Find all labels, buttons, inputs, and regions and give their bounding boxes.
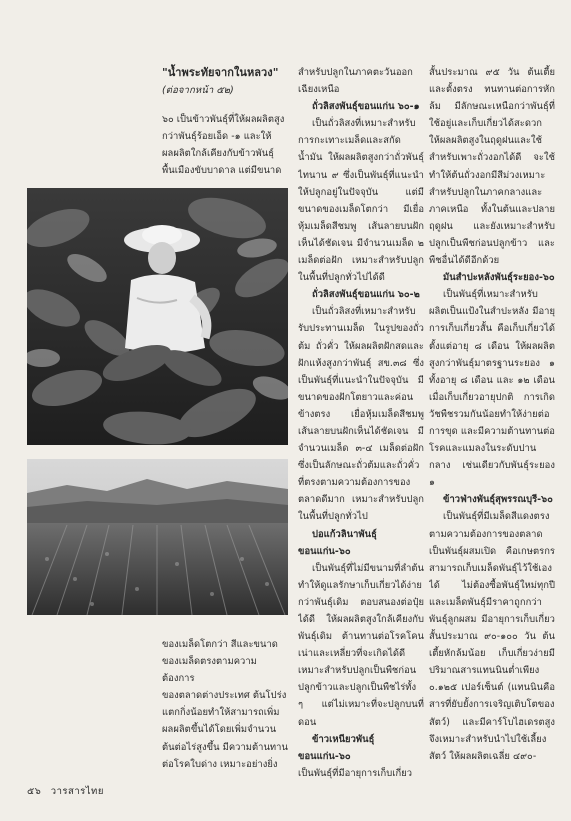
- column-1: [162, 64, 290, 179]
- page-number: ๕๖: [27, 786, 42, 797]
- section-heading-cassava-rayong60: มันสำปะหลังพันธุ์ระยอง-๖๐: [443, 272, 555, 284]
- text-line: แตกกิ่งน้อยทำให้สามารถเพิ่ม: [162, 707, 280, 719]
- photo-tobacco-field: [27, 188, 288, 445]
- continued-from-ref: (ต่อจากหน้า ๕๒): [162, 85, 234, 96]
- text-line: ผลผลิตใกล้เคียงกับข้าวพันธุ์: [162, 148, 274, 160]
- text-line: ต้นต่อไร่สูงขึ้น มีความต้านทาน: [162, 741, 288, 753]
- paragraph: เป็นพันธุ์ที่เหมาะสำหรับผลิตเป็นแป้งในสำปะหลัง มีอายุการเก็บเกี่ยวสั้น คือเก็บเกี่ยวได้ตั้งแต่อายุ ๘ เดือน ให้ผลผลิตสูงกว่าพันธุ์มาตรฐานระยอง ๑ ทั้งอายุ ๘ เดือน และ ๑๒ เดือน เมื่อเก็บเกี่ยวอายุปกติ การเกิดวัชพืชรวมกันน้อยทำให้ง่ายต่อการขุด และมีความต้านทานต่อโรคและแมลงในระดับปานกลาง เช่นเดียวกับพันธุ์ระยอง ๑: [429, 289, 555, 489]
- section-heading-peanut-kk60-2: ถั่วลิสงพันธุ์ขอนแก่น ๖๐-๒: [312, 289, 420, 301]
- page-footer: [27, 784, 104, 799]
- column-1-bottom: [162, 636, 288, 773]
- text-line: ผลผลิตขึ้นได้โดยเพิ่มจำนวน: [162, 724, 277, 736]
- paragraph: สั้นประมาณ ๙๕ วัน ต้นเตี้ยและตั้งตรง ทนทานต่อการหักล้ม มีลักษณะเหนือกว่าพันธุ์ที่ใช้อยู่และเก็บเกี่ยวได้สะดวก ให้ผลผลิตสูงในฤดูฝนและใช้สำหรับเพาะถั่วงอกได้ดี จะใช้ทำให้ต้นถั่วงอกมีสีม่วงเหมาะสำหรับปลูกในภาคกลางและภาคเหนือ ทั้งในต้นและปลายฤดูฝน และยังเหมาะสำหรับปลูกเป็นพืชก่อนปลูกข้าว และพืชอื่นได้ดีอีกด้วย: [429, 67, 555, 267]
- column-1-top-text: [162, 111, 290, 179]
- article-title: "น้ำพระทัยจากในหลวง": [162, 66, 279, 79]
- paragraph: เป็นถั่วลิสงที่เหมาะสำหรับการกะเทาะเมล็ดและสกัดน้ำมัน ให้ผลผลิตสูงกว่าถั่วพันธุ์ไทนาน ๙ ซึ่งเป็นพันธุ์ที่แนะนำให้ปลูกอยู่ในปัจจุบัน แต่มีขนาดของเมล็ดโตกว่า มีเยื่อหุ้มเมล็ดสีชมพู เส้นลายบนฝักเห็นได้ชัดเจน มีจำนวนเมล็ด ๒ เมล็ดต่อฝัก เหมาะสำหรับปลูกในพื้นที่ปลูกทั่วไปได้ดี: [298, 118, 424, 284]
- paragraph: เป็นพันธุ์ที่ไม่มีขนามที่ลำต้น ทำให้ดูแลรักษาเก็บเกี่ยวได้ง่ายกว่าพันธุ์เดิม ตอบสนองต่อปุ๋ยได้ดี ให้ผลผลิตสูงใกล้เคียงกับพันธุ์เดิม ต้านทานต่อโรคโคนเน่าและเหลี่ยวที่จะเกิดได้ดี เหมาะสำหรับปลูกเป็นพืชก่อนปลูกข้าวและปลูกเป็นพืชไร่ทั้ง ๆ แต่ไม่เหมาะที่จะปลูกบนที่ดอน: [298, 562, 424, 728]
- column-3: [429, 64, 555, 784]
- section-heading-peanut-kk60-1: ถั่วลิสงพันธุ์ขอนแก่น ๖๐-๑: [312, 101, 420, 113]
- paragraph: เป็นถั่วลิสงที่เหมาะสำหรับรับประทานเมล็ด ในรูปของถั่วต้ม ถั่วคั่ว ให้ผลผลิตฝักสดและฝักแห้งสูงกว่าพันธุ์ สข.๓๘ ซึ่งเป็นพันธุ์ที่แนะนำในปัจจุบัน มีขนาดของฝักโตยาวและค่อนข้างตรง เยื่อหุ้มเมล็ดสีชมพู เส้นลายบนฝักเห็นได้ชัดเจน มีจำนวนเมล็ด ๓-๔ เมล็ดต่อฝัก ซึ่งเป็นลักษณะถั่วต้มและถั่วคั่วที่ตรงตามความต้องการของตลาดดีมาก เหมาะสำหรับปลูกในพื้นที่ปลูกทั่วไป: [298, 306, 424, 523]
- photo-crop-field: [27, 459, 288, 615]
- paragraph: เป็นพันธุ์ที่มีเมล็ดสีแดงตรงตามความต้องการของตลาด เป็นพันธุ์ผสมเปิด คือเกษตรกรสามารถเก็บเมล็ดพันธุ์ไว้ใช้เองได้ ไม่ต้องซื้อพันธุ์ใหม่ทุกปี และเมล็ดพันธุ์มีราคาถูกกว่าพันธุ์ลูกผสม มีอายุการเก็บเกี่ยวสั้นประมาณ ๙๐-๑๐๐ วัน ต้นเตี้ยหักล้มน้อย เก็บเกี่ยวง่ายมีปริมาณสารแทนนินต่ำเพียง ๐.๑๒๕ เปอร์เซ็นต์ (แทนนินคือสารที่ยับยั้งการเจริญเติบโตของสัตว์) และมีคาร์โบไฮเดรตสูง จึงเหมาะสำหรับนำไปใช้เลี้ยงสัตว์ ให้ผลผลิตเฉลี่ย ๔๙๐-: [429, 511, 555, 762]
- text-line: ของตลาดต่างประเทศ ต้นโปร่ง: [162, 690, 287, 702]
- magazine-name: วารสารไทย: [50, 786, 104, 797]
- text-line: ของเมล็ดโตกว่า สีและขนาด: [162, 639, 278, 650]
- text-line: ต่อโรคใบด่าง เหมาะอย่างยิ่ง: [162, 758, 278, 770]
- section-heading-kenaf-kk60: ปอแก้วลินาพันธุ์ขอนแก่น-๖๐: [298, 528, 377, 557]
- section-heading-glutinous-rice-kk60: ข้าวเหนียวพันธุ์ขอนแก่น-๖๐: [298, 733, 375, 762]
- text-line: พื้นเมืองขับบาดาล แต่มีขนาด: [162, 165, 282, 177]
- text-line: ๖๐ เป็นข้าวพันธุ์ที่ให้ผลผลิตสูง: [162, 114, 285, 126]
- text-line: กว่าพันธุ์ร้อยเอ็ด -๑ และให้: [162, 131, 272, 143]
- paragraph: สำหรับปลูกในภาคตะวันออกเฉียงเหนือ: [298, 67, 413, 96]
- section-heading-sorghum-suphanburi60: ข้าวฟ่างพันธุ์สุพรรณบุรี-๖๐: [443, 494, 553, 506]
- text-line: ของเมล็ดตรงตามความต้องการ: [162, 656, 257, 685]
- paragraph: เป็นพันธุ์ที่มีอายุการเก็บเกี่ยว: [298, 767, 413, 779]
- column-2: [298, 64, 424, 784]
